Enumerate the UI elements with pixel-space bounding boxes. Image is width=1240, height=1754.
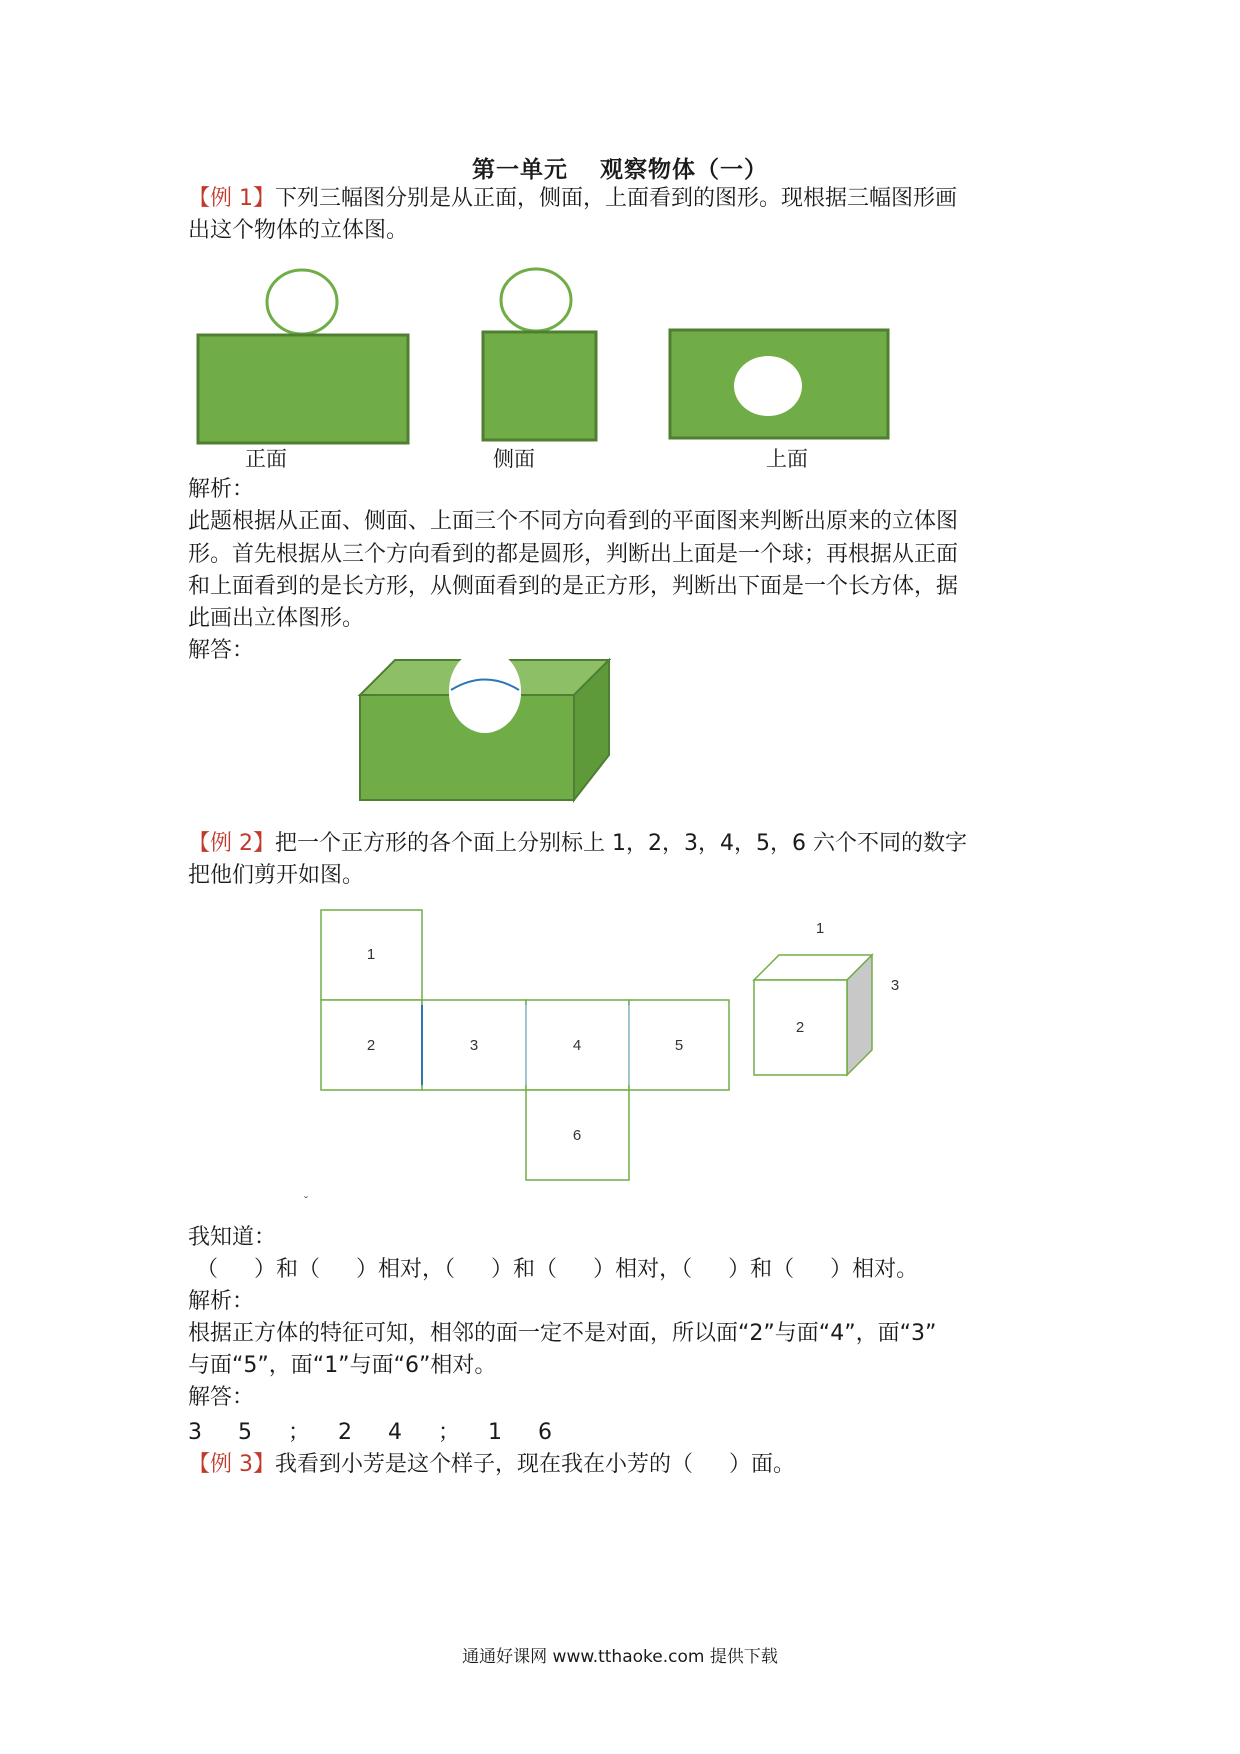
three-views-figure [190,262,910,452]
ex3-line1 [188,1450,795,1480]
ex1-analysis-line-4: 此画出立体图形。 [188,606,365,631]
unit-title: 第一单元 [472,157,568,183]
top-view-circle [734,356,802,416]
side-view-label: 侧面 [493,447,535,471]
net-label-2: 2 [366,1037,376,1054]
ex2-tag: 【例 2】 [188,831,275,856]
cube-label-side: 3 [890,977,900,994]
net-label-3: 3 [469,1037,479,1054]
front-view-rectangle [198,335,408,443]
page-title [0,151,1240,184]
folded-cube [754,955,872,1075]
ex1-line1 [188,184,957,214]
ex2-question-1: 把一个正方形的各个面上分别标上 1，2，3，4，5，6 六个不同的数字 [275,831,967,856]
ex2-answer-label: 解答： [188,1385,255,1410]
ex1-analysis-line-2: 形。首先根据从三个方向看到的都是圆形，判断出上面是一个球；再根据从正面 [188,542,959,567]
side-view-square [483,332,596,440]
ex2-know-label: 我知道： [188,1225,277,1250]
ex3-tag: 【例 3】 [188,1452,275,1477]
ex2-analysis-label: 解析： [188,1289,255,1314]
ex2-analysis-line-2: 与面“5”，面“1”与面“6”相对。 [188,1353,497,1378]
ex1-question-1: 下列三幅图分别是从正面，侧面，上面看到的图形。现根据三幅图形画 [275,186,958,211]
net-label-4: 4 [572,1037,582,1054]
stray-mark: ˇ [304,1194,308,1205]
solid-ball-body [449,655,521,731]
ex2-question-2: 把他们剪开如图。 [188,863,365,888]
ex2-line1 [188,829,967,859]
cube-label-front: 2 [795,1019,805,1036]
net-label-6: 6 [572,1127,582,1144]
top-view [670,330,888,438]
ex1-analysis-line-1: 此题根据从正面、侧面、上面三个不同方向看到的平面图来判断出原来的立体图 [188,509,959,534]
front-view-ball [267,270,337,334]
side-view-ball [501,269,571,331]
ex1-analysis-line-3: 和上面看到的是长方形，从侧面看到的是正方形，判断出下面是一个长方体，据 [188,574,959,599]
ex2-blanks-line: （ ）和（ ）相对，（ ）和（ ）相对，（ ）和（ ）相对。 [196,1257,919,1282]
ex1-analysis-label: 解析： [188,477,255,502]
top-view-label: 上面 [766,447,808,471]
front-view-label: 正面 [245,447,287,471]
solid-answer-figure [355,655,615,805]
net-label-5: 5 [674,1037,684,1054]
ex2-answer: 3 5 ； 2 4 ； 1 6 [188,1420,552,1445]
ex1-question-2: 出这个物体的立体图。 [188,218,409,243]
net-label-1: 1 [366,946,376,963]
front-view [198,270,408,443]
side-view [483,269,596,440]
page-footer: 通通好课网 www.tthaoke.com 提供下载 [462,1647,778,1667]
ex2-analysis-line-1: 根据正方体的特征可知，相邻的面一定不是对面，所以面“2”与面“4”，面“3” [188,1321,937,1346]
ex3-question-a: 我看到小芳是这个样子，现在我在小芳的（ [275,1452,694,1477]
cube-label-top: 1 [815,920,825,937]
ex1-tag: 【例 1】 [188,186,275,211]
ex1-answer-label: 解答： [188,638,255,663]
cube-net-figure [300,905,940,1205]
topic-title: 观察物体（一） [600,157,768,183]
ex3-question-b: ）面。 [729,1452,796,1477]
